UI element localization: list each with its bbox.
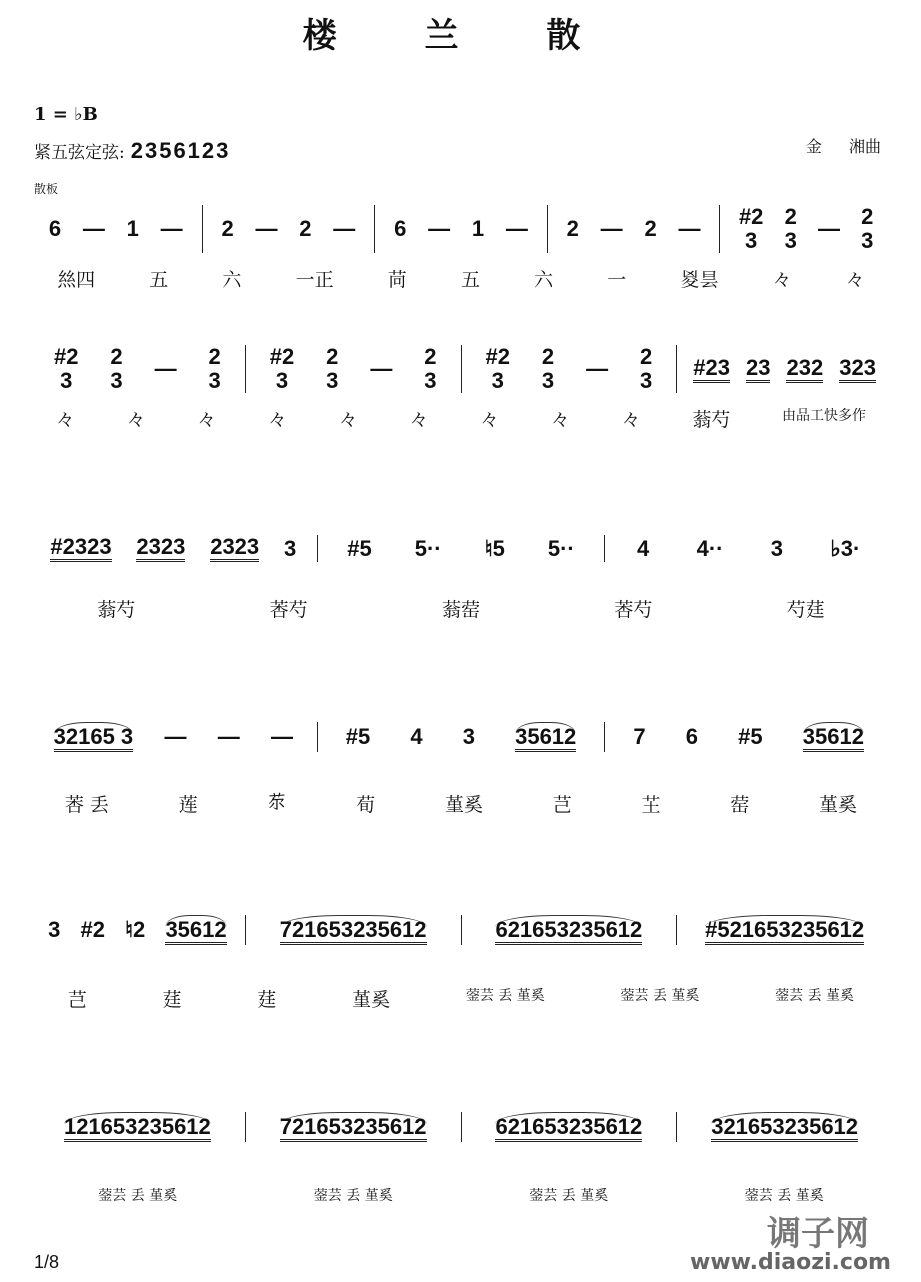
tablature-glyph: 芏 <box>641 794 661 816</box>
note: — <box>255 216 278 241</box>
note: #2 3 <box>738 204 764 253</box>
note: 121653235612 <box>64 1112 211 1142</box>
page-number: 1/8 <box>34 1252 60 1272</box>
note: — <box>678 216 701 241</box>
tablature-glyph: 々 <box>197 409 217 431</box>
note: 3 <box>462 724 475 749</box>
tuning-notes: 2356123 <box>130 138 231 163</box>
note: 2323 <box>136 535 185 562</box>
notation-system <box>30 535 892 562</box>
note: 3 <box>48 917 61 942</box>
note: 2 3 <box>640 344 653 393</box>
note: — <box>586 356 609 381</box>
note: 2 <box>644 216 657 241</box>
note: #2 3 <box>53 344 79 393</box>
tablature-row <box>30 985 892 1012</box>
tuning <box>34 138 230 164</box>
note: 2 <box>566 216 579 241</box>
tablature-glyph: 芑 <box>67 989 87 1011</box>
tablature-glyph: 蓥芸 丢 堇奚 <box>620 988 700 1004</box>
note: 2 3 <box>208 344 221 393</box>
note: 323 <box>839 356 876 383</box>
note: #2 3 <box>485 344 510 393</box>
note: 3 <box>770 535 784 561</box>
measure <box>462 915 678 945</box>
note: 5·· <box>414 535 442 561</box>
note: — <box>164 724 187 749</box>
note: — <box>271 724 294 749</box>
note: — <box>428 216 451 241</box>
note: 5·· <box>547 535 575 561</box>
measure <box>605 535 892 562</box>
tablature-row <box>30 790 892 817</box>
note: #23 <box>693 356 730 383</box>
note: 3 <box>283 535 297 561</box>
note: 621653235612 <box>495 1112 642 1142</box>
note: 2 3 <box>326 344 339 393</box>
note: 232 <box>786 356 823 383</box>
note: 32165 3 <box>54 722 134 752</box>
note: ♮5 <box>484 535 505 561</box>
measure <box>30 915 246 945</box>
note: 2323 <box>210 535 259 562</box>
tuning-label: 紧五弦定弦: <box>34 143 125 163</box>
tablature-glyph: 々 <box>55 409 75 431</box>
tablature-row <box>30 595 892 622</box>
note: 6 <box>394 216 407 241</box>
note: #5 <box>738 724 763 749</box>
tablature-glyph: 堇奚 <box>819 794 858 816</box>
note: — <box>82 216 105 241</box>
tablature-glyph: 五 <box>460 269 480 291</box>
note: 721653235612 <box>280 915 427 945</box>
tablature-glyph: 芍莛 <box>786 599 825 621</box>
tablature-glyph: 莕 丢 <box>64 794 109 816</box>
note: 1 <box>126 216 139 241</box>
note: 1 <box>471 216 485 241</box>
tablature-glyph: 々 <box>845 269 865 291</box>
note: — <box>817 216 840 241</box>
note: #2323 <box>50 535 111 562</box>
note: 35612 <box>515 722 576 752</box>
measure <box>677 915 892 945</box>
measure <box>462 345 678 393</box>
tablature-glyph: 々 <box>550 409 570 431</box>
tablature-row <box>30 265 892 292</box>
tablature-glyph: 蓊芍 <box>692 409 731 431</box>
score-title: 楼 兰 散 <box>302 16 619 56</box>
tablature-glyph: 𦬼 <box>267 791 287 813</box>
measure <box>375 205 548 253</box>
tablature-glyph: 堇奚 <box>444 794 483 816</box>
tablature-glyph: 芑 <box>552 794 572 816</box>
tablature-glyph: 荀 <box>356 794 376 816</box>
note: #5 <box>345 724 371 749</box>
tablature-glyph: 𢇁四 <box>57 269 96 291</box>
watermark-logo: 调子网 <box>767 1214 869 1254</box>
measure <box>605 722 892 752</box>
note: ♭3· <box>830 535 861 561</box>
note: 2 <box>299 216 312 241</box>
tablature-glyph: 一 <box>607 269 627 291</box>
tablature-glyph: 由品工快多作 <box>782 408 867 424</box>
note: #521653235612 <box>705 915 864 945</box>
note: — <box>160 216 183 241</box>
note: 2 3 <box>784 204 797 253</box>
notation-system <box>30 915 892 945</box>
measure <box>246 1112 462 1142</box>
measure <box>30 1112 246 1142</box>
note: — <box>600 216 623 241</box>
tablature-row <box>30 1185 892 1205</box>
note: 35612 <box>803 722 864 752</box>
tablature-glyph: 苘 <box>387 269 407 291</box>
measure <box>246 915 462 945</box>
note: 2 3 <box>424 344 437 393</box>
measure <box>677 1112 892 1142</box>
notation-system <box>30 345 892 393</box>
tablature-row <box>30 405 892 432</box>
tablature-glyph: 䓨 <box>730 794 750 816</box>
key-signature: 1 = ♭B <box>34 104 98 125</box>
measure <box>30 345 246 393</box>
tablature-glyph: 一正 <box>295 269 334 291</box>
tablature-glyph: 蓥芸 丢 堇奚 <box>775 988 855 1004</box>
note: 2 <box>221 216 234 241</box>
measure <box>203 205 376 253</box>
note: #2 3 <box>269 344 295 393</box>
note: 4 <box>410 724 423 749</box>
note: — <box>333 216 356 241</box>
tablature-glyph: 蓊䓨 <box>441 599 480 621</box>
tablature-glyph: 蓥芸 丢 堇奚 <box>529 1188 609 1204</box>
tablature-glyph: 堇奚 <box>352 989 391 1011</box>
tablature-glyph: 々 <box>621 409 641 431</box>
watermark-url: www.diaozi.com <box>690 1250 891 1275</box>
note: — <box>217 724 240 749</box>
tablature-glyph: 蓥芸 丢 堇奚 <box>744 1188 824 1204</box>
note: 4 <box>637 535 650 561</box>
note: ♮2 <box>125 917 146 942</box>
note: 6 <box>48 216 62 241</box>
tablature-glyph: 蓥芸 丢 堇奚 <box>465 988 545 1004</box>
composer: 金 湘曲 <box>805 137 881 156</box>
notation-system <box>30 205 892 253</box>
note: 23 <box>746 356 770 383</box>
note: 721653235612 <box>280 1112 427 1142</box>
tablature-glyph: 蓊芍 <box>97 599 136 621</box>
notation-system <box>30 722 892 752</box>
tablature-glyph: 々 <box>772 269 792 291</box>
measure <box>548 205 721 253</box>
tablature-glyph: 㚇昙 <box>680 269 719 291</box>
measure <box>720 205 892 253</box>
note: 621653235612 <box>495 915 642 945</box>
tablature-glyph: 莛 <box>162 989 182 1011</box>
note: — <box>505 216 528 241</box>
note: 2 3 <box>541 344 555 393</box>
tablature-glyph: 々 <box>126 409 146 431</box>
note: #2 <box>80 917 105 942</box>
tablature-glyph: 々 <box>268 409 288 431</box>
measure <box>318 722 606 752</box>
notation-system <box>30 1112 892 1142</box>
measure <box>677 345 892 393</box>
tablature-glyph: 莕芍 <box>269 599 308 621</box>
measure <box>30 722 318 752</box>
tablature-glyph: 五 <box>149 269 169 291</box>
measure <box>318 535 606 562</box>
tablature-glyph: 莕芍 <box>614 599 653 621</box>
measure <box>30 205 203 253</box>
tablature-glyph: 々 <box>338 409 358 431</box>
tablature-glyph: 蓥芸 丢 堇奚 <box>98 1188 178 1204</box>
note: 2 3 <box>861 204 874 253</box>
note: 2 3 <box>110 344 123 393</box>
note: 35612 <box>165 915 226 945</box>
tablature-glyph: 莛 <box>257 989 277 1011</box>
note: — <box>154 356 177 381</box>
measure <box>30 535 318 562</box>
tablature-glyph: 々 <box>409 409 429 431</box>
note: — <box>370 356 393 381</box>
tablature-glyph: 莲 <box>178 794 198 816</box>
note: 7 <box>633 724 646 749</box>
tablature-glyph: 六 <box>534 269 554 291</box>
note: 321653235612 <box>711 1112 858 1142</box>
note: 4·· <box>696 535 724 561</box>
tempo-marking: 散板 <box>34 182 59 196</box>
note: 6 <box>685 724 699 749</box>
tablature-glyph: 六 <box>222 269 242 291</box>
tablature-glyph: 蓥芸 丢 堇奚 <box>313 1188 393 1204</box>
tablature-glyph: 々 <box>480 409 500 431</box>
measure <box>462 1112 678 1142</box>
measure <box>246 345 462 393</box>
note: #5 <box>347 535 372 561</box>
